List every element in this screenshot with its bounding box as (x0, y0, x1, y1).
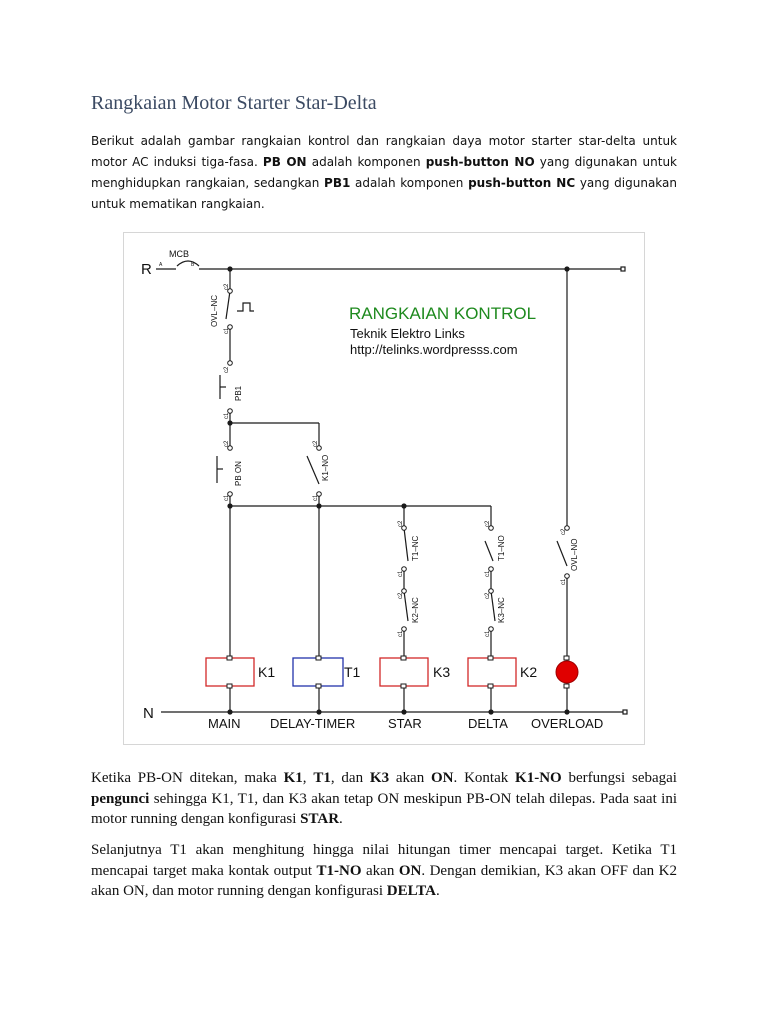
svg-text:c1: c1 (398, 630, 404, 637)
svg-text:c2: c2 (485, 592, 491, 599)
coil-k2-label: K2 (520, 664, 538, 680)
svg-text:c1: c1 (485, 570, 491, 577)
text-run: Berikut adalah gambar rangkaian kontrol dan rangkaian daya motor starter star-delta untuk motor AC induksi tiga-fasa. (91, 134, 677, 169)
text-run: berfungsi sebagai (561, 770, 677, 786)
text-run: adalah komponen (306, 155, 426, 169)
bold-run: ON (398, 862, 422, 879)
text-run: . (435, 883, 440, 899)
star-label: STAR (388, 716, 422, 731)
paragraph-star (91, 768, 677, 830)
text-run: Ketika PB-ON ditekan, maka (91, 770, 284, 786)
svg-text:c2: c2 (398, 592, 404, 599)
bold-run: K1-NO (515, 770, 562, 786)
svg-text:c2: c2 (224, 440, 230, 447)
coil-t1-label: T1 (344, 664, 361, 680)
svg-text:c1: c1 (485, 630, 491, 637)
text-run: . (339, 811, 343, 827)
bold-run: DELTA (386, 883, 436, 899)
coil-k3-symbol (380, 658, 428, 686)
svg-text:c2: c2 (313, 440, 319, 447)
svg-text:c2: c2 (224, 283, 230, 290)
line-r-label: R (141, 261, 152, 278)
k3-nc-label: K3–NC (497, 597, 506, 623)
bold-run: pengunci (91, 790, 150, 807)
mcb-a-label: A (159, 262, 163, 268)
svg-text:c1: c1 (224, 494, 230, 501)
ovl-nc-label: OVL–NC (210, 294, 219, 327)
bold-run: STAR (300, 811, 340, 827)
intro-paragraph (91, 131, 677, 215)
text-run: , (302, 770, 314, 786)
bold-run: K3 (369, 770, 390, 786)
svg-text:c1: c1 (398, 570, 404, 577)
main-label: MAIN (208, 716, 241, 731)
delta-label: DELTA (468, 716, 508, 731)
bold-run: push-button NC (468, 176, 576, 190)
overload-lamp-icon (556, 661, 578, 683)
t1-no-label: T1–NO (497, 535, 506, 561)
bold-run: K1 (283, 770, 303, 786)
text-run: sehingga K1, T1, dan K3 akan tetap ON meskipun PB-ON telah dilepas. Pada saat ini motor running dengan konfigurasi (91, 790, 677, 827)
coil-k3-label: K3 (433, 664, 451, 680)
coil-k1-label: K1 (258, 664, 276, 680)
bold-run: ON (431, 770, 454, 786)
text-run: adalah komponen (350, 176, 469, 190)
svg-text:c1: c1 (561, 578, 567, 585)
circuit-svg (124, 233, 644, 744)
control-circuit-diagram (123, 232, 645, 745)
text-run: akan (389, 770, 432, 786)
coil-t1-symbol (293, 658, 343, 686)
line-n-label: N (143, 705, 154, 722)
svg-text:c1: c1 (224, 412, 230, 419)
t1-nc-label: T1–NC (411, 535, 420, 561)
svg-text:c2: c2 (398, 520, 404, 527)
paragraph-delta (91, 840, 677, 902)
bold-run: T1-NO (316, 862, 362, 879)
text-run: Selanjutnya T1 akan menghitung hingga nilai hitungan timer mencapai target. Ketika T1 mencapai target maka kontak output (91, 842, 677, 879)
text-run: . Kontak (453, 770, 516, 786)
k1-no-label: K1–NO (321, 454, 330, 481)
diagram-heading: RANGKAIAN KONTROL (349, 304, 537, 323)
ovl-no-label: OVL–NO (570, 538, 579, 571)
overload-label: OVERLOAD (531, 716, 604, 731)
bold-run: T1 (313, 770, 331, 786)
delay-timer-label: DELAY-TIMER (270, 716, 356, 731)
svg-text:c1: c1 (224, 327, 230, 334)
mcb-label: MCB (169, 249, 189, 259)
pb-on-label: PB ON (234, 461, 243, 486)
svg-text:c2: c2 (485, 520, 491, 527)
pb1-label: PB1 (234, 385, 243, 401)
text-run: . Dengan demikian, K3 akan OFF dan K2 akan ON, dan motor running dengan konfigurasi (91, 862, 677, 899)
coil-k1-symbol (206, 658, 254, 686)
bold-run: push-button NO (425, 155, 535, 169)
text-run: yang digunakan untuk mematikan rangkaian. (91, 176, 678, 211)
text-run: akan (361, 862, 399, 879)
diagram-subheading: Teknik Elektro Links (350, 326, 465, 341)
text-run: yang digunakan untuk menghidupkan rangkaian, sedangkan (91, 155, 678, 190)
diagram-url: http://telinks.wordpresss.com (350, 342, 518, 357)
svg-text:c1: c1 (313, 494, 319, 501)
coil-k2-symbol (468, 658, 516, 686)
bold-run: PB ON (262, 155, 307, 169)
svg-text:c2: c2 (224, 366, 230, 373)
k2-nc-label: K2–NC (411, 597, 420, 623)
svg-text:c2: c2 (561, 528, 567, 535)
bold-run: PB1 (324, 176, 351, 190)
page-title: Rangkaian Motor Starter Star-Delta (91, 92, 377, 114)
text-run: , dan (330, 770, 370, 786)
mcb-b-label: B (191, 262, 195, 268)
